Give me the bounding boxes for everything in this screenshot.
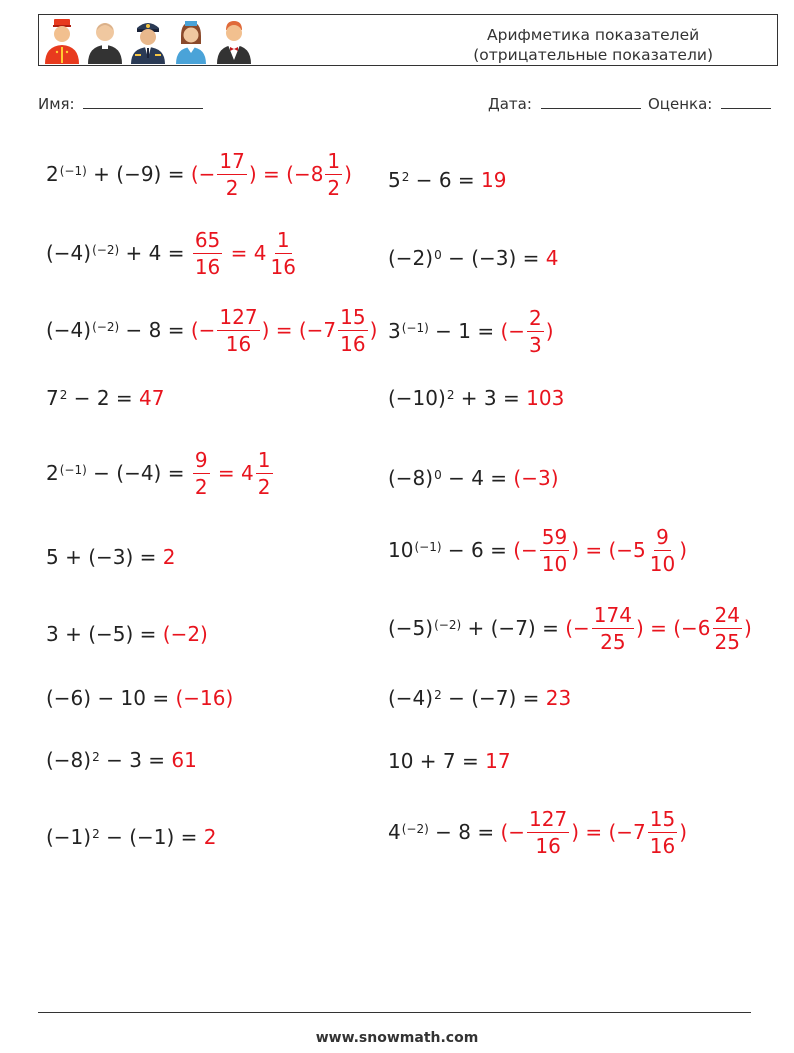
- problem-text: − 6 =: [409, 168, 482, 192]
- exponent: 0: [434, 248, 442, 262]
- problem-text: (−4): [46, 241, 92, 265]
- problem-text: − 3 =: [99, 748, 172, 772]
- problem-text: − 8 =: [119, 318, 191, 342]
- problem-text: − (−7) =: [441, 686, 546, 710]
- fraction-denominator: 16: [194, 254, 221, 279]
- answer-fraction: [527, 806, 569, 858]
- fraction-numerator: 24: [714, 602, 740, 627]
- answer-fraction: [325, 148, 342, 200]
- answer-text: ): [545, 319, 554, 343]
- answer-text: (−: [565, 616, 590, 640]
- fraction-numerator: 174: [593, 602, 632, 627]
- answer-text: = 4: [224, 241, 267, 265]
- exponent: (−2): [92, 243, 120, 257]
- answer-text: ): [679, 820, 688, 844]
- problem-text: + 4 =: [119, 241, 191, 265]
- fraction-numerator: 1: [327, 148, 341, 173]
- answer-fraction: [268, 227, 297, 279]
- fraction-numerator: 15: [340, 304, 366, 329]
- exponent: 2: [59, 388, 68, 402]
- worksheet-title: [473, 25, 713, 65]
- problem-text: 10: [388, 538, 414, 562]
- problem-item: [46, 730, 197, 790]
- fraction-numerator: 127: [219, 304, 258, 329]
- problem-item: [46, 668, 233, 728]
- fraction-numerator: 2: [529, 305, 542, 330]
- answer-text: ) = (−7: [261, 318, 337, 342]
- problem-text: 2: [46, 461, 59, 485]
- exponent: (−2): [434, 618, 462, 632]
- problem-item: [388, 448, 559, 508]
- problem-text: (−4): [388, 686, 434, 710]
- problem-text: (−4): [46, 318, 92, 342]
- date-field[interactable]: [488, 94, 641, 113]
- problem-item: [46, 223, 300, 283]
- exponent: (−2): [92, 320, 120, 334]
- problem-text: (−10): [388, 386, 446, 410]
- answer-fraction: [592, 602, 634, 654]
- problem-item: [46, 604, 208, 664]
- avatar-row: [43, 18, 253, 64]
- exponent: 2: [434, 688, 442, 702]
- exponent: 2: [92, 750, 100, 764]
- exponent: 2: [401, 170, 410, 184]
- problem-item: [46, 300, 377, 360]
- fraction-denominator: 16: [270, 254, 296, 279]
- problem-text: 7: [46, 386, 59, 410]
- fraction-denominator: 2: [257, 474, 271, 499]
- answer-text: (−3): [513, 466, 559, 490]
- footer-divider: [38, 1012, 751, 1013]
- fraction-denominator: 16: [649, 833, 676, 858]
- answer-text: (−: [190, 162, 216, 186]
- fraction-denominator: 2: [194, 474, 208, 499]
- problem-text: − 8 =: [428, 820, 501, 844]
- answer-fraction: [540, 524, 569, 576]
- exponent: (−1): [59, 463, 87, 477]
- problem-text: 5 + (−3) =: [46, 545, 163, 569]
- fraction-denominator: 3: [529, 332, 542, 357]
- answer-fraction: [193, 227, 222, 279]
- answer-text: 47: [139, 386, 165, 410]
- exponent: 2: [446, 388, 455, 402]
- bellhop-icon: [43, 18, 81, 64]
- problem-text: + (−7) =: [461, 616, 566, 640]
- problem-text: (−1): [46, 825, 92, 849]
- priest-icon: [86, 18, 124, 64]
- fraction-numerator: 1: [257, 447, 271, 472]
- problem-text: (−2): [388, 246, 434, 270]
- problem-item: [388, 368, 564, 428]
- answer-fraction: [338, 304, 367, 356]
- problem-text: (−6) − 10 =: [46, 686, 176, 710]
- problem-text: (−8): [388, 466, 434, 490]
- exponent: (−1): [414, 540, 442, 554]
- problem-item: [388, 301, 554, 361]
- problem-item: [388, 598, 752, 658]
- problem-text: (−5): [388, 616, 434, 640]
- fraction-numerator: 59: [541, 524, 568, 549]
- problem-text: + (−9) =: [86, 162, 191, 186]
- answer-text: ): [369, 318, 378, 342]
- problem-item: [46, 527, 176, 587]
- answer-text: (−: [500, 319, 526, 343]
- date-blank[interactable]: [541, 94, 641, 109]
- fraction-denominator: 10: [541, 551, 568, 576]
- answer-text: ) = (−7: [571, 820, 646, 844]
- answer-text: 4: [545, 246, 559, 270]
- problem-item: [388, 668, 571, 728]
- answer-text: ): [743, 616, 752, 640]
- fraction-numerator: 15: [649, 806, 676, 831]
- problem-item: [388, 802, 687, 862]
- problem-text: − 6 =: [441, 538, 514, 562]
- grade-blank[interactable]: [721, 94, 771, 109]
- worksheet-header: [38, 14, 778, 66]
- nurse-icon: [172, 18, 210, 64]
- date-label: Дата:: [488, 95, 532, 113]
- answer-text: (−: [190, 318, 216, 342]
- answer-fraction: [648, 806, 677, 858]
- title-line-1: Арифметика показателей: [487, 26, 700, 44]
- fraction-numerator: 65: [194, 227, 221, 252]
- problem-item: [46, 807, 217, 867]
- answer-text: (−: [500, 820, 526, 844]
- exponent: (−2): [401, 822, 429, 836]
- answer-text: ): [679, 538, 688, 562]
- problem-text: 5: [388, 168, 401, 192]
- exponent: (−1): [59, 164, 87, 178]
- answer-fraction: [256, 447, 273, 499]
- answer-text: 61: [171, 748, 197, 772]
- exponent: 2: [92, 827, 100, 841]
- answer-text: 2: [162, 545, 176, 569]
- name-blank[interactable]: [83, 94, 203, 109]
- title-line-2: (отрицательные показатели): [473, 46, 713, 64]
- answer-fraction: [193, 447, 210, 499]
- problem-text: 10 + 7 =: [388, 749, 486, 773]
- fraction-denominator: 2: [327, 175, 341, 200]
- footer-url: www.snowmath.com: [315, 1030, 479, 1046]
- answer-fraction: [648, 524, 677, 576]
- answer-text: 103: [526, 386, 565, 410]
- answer-text: (−: [513, 538, 538, 562]
- grade-field[interactable]: [648, 94, 771, 113]
- grade-label: Оценка:: [648, 95, 713, 113]
- name-field[interactable]: [38, 94, 203, 113]
- answer-fraction: [217, 148, 246, 200]
- problem-text: − 4 =: [441, 466, 514, 490]
- problem-text: − 2 =: [67, 386, 140, 410]
- fraction-numerator: 1: [276, 227, 290, 252]
- exponent: 0: [434, 468, 442, 482]
- problem-text: − (−3) =: [441, 246, 546, 270]
- problem-text: 3: [388, 319, 401, 343]
- answer-text: 19: [481, 168, 507, 192]
- problem-text: − (−1) =: [99, 825, 204, 849]
- answer-fraction: [527, 305, 544, 357]
- problem-text: − 1 =: [428, 319, 501, 343]
- answer-text: ) = (−8: [248, 162, 324, 186]
- fraction-numerator: 9: [656, 524, 669, 549]
- answer-text: (−2): [162, 622, 208, 646]
- fraction-numerator: 127: [529, 806, 568, 831]
- answer-text: 23: [545, 686, 572, 710]
- problem-item: [388, 731, 511, 791]
- answer-text: ): [344, 162, 352, 186]
- answer-text: 17: [485, 749, 511, 773]
- problem-item: [46, 368, 165, 428]
- name-label: Имя:: [38, 95, 75, 113]
- fraction-denominator: 25: [714, 629, 740, 654]
- problem-item: [46, 443, 275, 503]
- problem-text: 2: [46, 162, 59, 186]
- answer-text: = 4: [211, 461, 254, 485]
- waiter-icon: [215, 18, 253, 64]
- problem-item: [388, 150, 507, 210]
- problem-item: [46, 144, 352, 204]
- fraction-denominator: 16: [340, 331, 366, 356]
- fraction-denominator: 2: [225, 175, 239, 200]
- problem-item: [388, 228, 559, 288]
- problem-item: [388, 520, 687, 580]
- fraction-denominator: 10: [649, 551, 676, 576]
- problem-text: + 3 =: [454, 386, 527, 410]
- fraction-denominator: 16: [225, 331, 252, 356]
- fraction-denominator: 16: [535, 833, 561, 858]
- answer-text: ) = (−5: [571, 538, 646, 562]
- fraction-numerator: 17: [219, 148, 245, 173]
- answer-fraction: [713, 602, 742, 654]
- fraction-denominator: 25: [600, 629, 626, 654]
- problem-text: (−8): [46, 748, 92, 772]
- answer-text: ) = (−6: [635, 616, 711, 640]
- problem-text: 3 + (−5) =: [46, 622, 163, 646]
- fraction-numerator: 9: [194, 447, 208, 472]
- problem-text: − (−4) =: [86, 461, 191, 485]
- answer-text: 2: [203, 825, 217, 849]
- pilot-icon: [129, 18, 167, 64]
- problem-text: 4: [388, 820, 401, 844]
- exponent: (−1): [401, 321, 429, 335]
- answer-text: (−16): [175, 686, 234, 710]
- answer-fraction: [217, 304, 259, 356]
